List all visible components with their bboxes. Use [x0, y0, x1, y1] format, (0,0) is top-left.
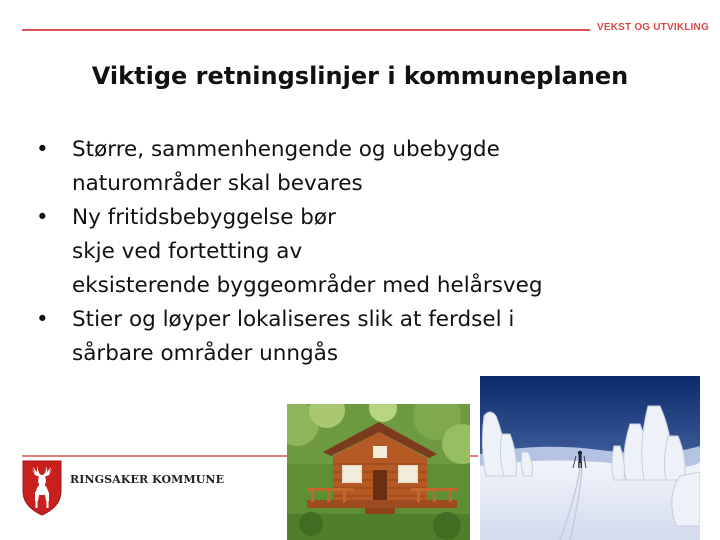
bullet-line: naturområder skal bevares	[72, 171, 363, 196]
bullet-item	[36, 201, 676, 303]
bullet-item	[36, 303, 676, 371]
bullet-list	[36, 133, 676, 371]
bullet-line: sårbare områder unngås	[72, 341, 339, 366]
bullet-line: Stier og løyper lokaliseres slik at ferdsel i	[72, 307, 515, 332]
bullet-line: Ny fritidsbebyggelse bør	[72, 205, 336, 230]
bullet-dot: •	[36, 205, 49, 230]
bullet-dot: •	[36, 307, 49, 332]
coat-of-arms-logo	[20, 459, 64, 517]
header-rule	[22, 29, 590, 31]
bullet-dot: •	[36, 137, 49, 162]
bullet-item	[36, 133, 676, 201]
slide-title: Viktige retningslinjer i kommuneplanen	[91, 62, 629, 90]
bullet-line: skje ved fortetting av	[72, 239, 303, 264]
cabin-photo	[287, 404, 470, 540]
header-tagline: VEKST OG UTVIKLING	[597, 22, 709, 33]
bullet-line: eksisterende byggeområder med helårsveg	[72, 273, 543, 298]
municipality-name: RINGSAKER KOMMUNE	[70, 473, 225, 486]
bullet-line: Større, sammenhengende og ubebygde	[72, 137, 500, 162]
winter-landscape-photo	[480, 376, 700, 540]
